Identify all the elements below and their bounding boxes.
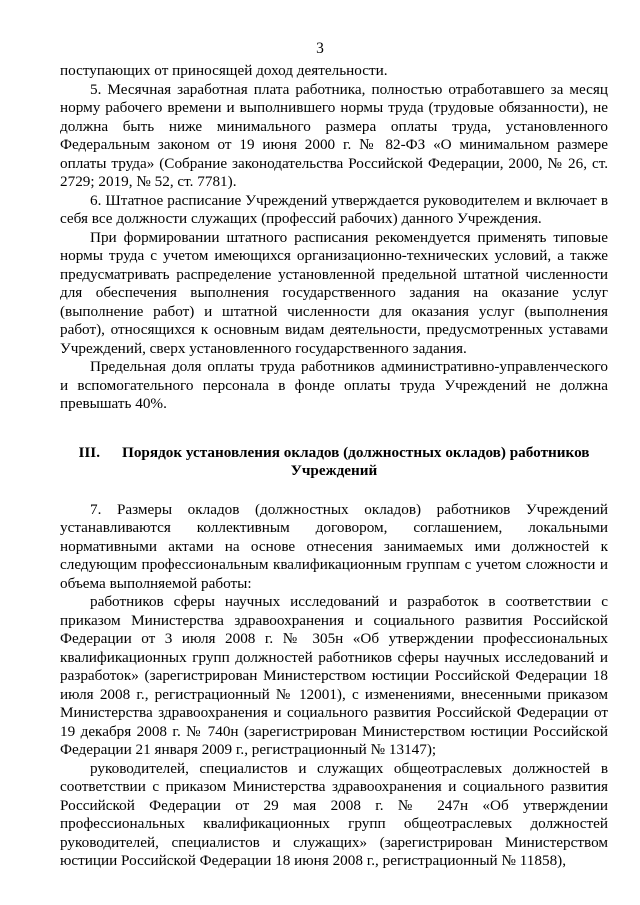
page-number: 3 (316, 40, 324, 57)
section-numeral: III. (78, 443, 101, 461)
document-body (60, 62, 608, 871)
paragraph-item-6: 6. Штатное расписание Учреждений утверждается руководителем и включает в себя все должности служащих (профессий рабочих) данного Учреждения. (60, 191, 608, 227)
section-heading (60, 444, 608, 481)
paragraph-item-7: 7. Размеры окладов (должностных окладов) работников Учреждений устанавливаются коллективным договором, соглашением, локальными нормативными актами на основе отнесения занимаемых ими должностей к следующим профессиональным квалификационным группам с учетом сложности и объема выполняемой работы: (60, 500, 608, 592)
section-title: Порядок установления окладов (должностных окладов) работников Учреждений (122, 443, 590, 479)
paragraph-general-positions: руководителей, специалистов и служащих общеотраслевых должностей в соответствии с приказом Министерства здравоохранения и социального развития Российской Федерации от 29 мая 2008 г. № 247н «Об утверждении профессиональных квалификационных групп общеотраслевых должностей руководителей, специалистов и служащих» (зарегистрирован Министерством юстиции Российской Федерации 18 июня 2008 г., регистрационный № 11858), (60, 759, 608, 869)
paragraph-continuation: поступающих от приносящей доход деятельности. (60, 62, 388, 79)
paragraph-research-workers: работников сферы научных исследований и разработок в соответствии с приказом Министерства здравоохранения и социального развития Российской Федерации от 3 июля 2008 г. № 305н «Об утверждении профессиональных квалификационных групп должностей работников сферы научных исследований и разработок» (зарегистрирован Министерством юстиции Российской Федерации 18 июля 2008 г., регистрационный № 12001), с изменениями, внесенными приказом Министерства здравоохранения и социального развития Российской Федерации от 19 декабря 2008 г. № 740н (зарегистрирован Министерством юстиции Российской Федерации 21 января 2009 г., регистрационный № 13147); (60, 593, 608, 758)
paragraph-payroll-share: Предельная доля оплаты труда работников административно-управленческого и вспомогательного персонала в фонде оплаты труда Учреждений не должна превышать 40%. (60, 358, 608, 412)
paragraph-item-5: 5. Месячная заработная плата работника, полностью отработавшего за месяц норму рабочего времени и выполнившего нормы труда (трудовые обязанности), не должна быть ниже минимального размера оплаты труда, установленного Федеральным законом от 19 июня 2000 г. № 82-ФЗ «О минимальном размере оплаты труда» (Собрание законодательства Российской Федерации, 2000, № 26, ст. 2729; 2019, № 52, ст. 7781). (60, 80, 608, 190)
paragraph-staffing: При формировании штатного расписания рекомендуется применять типовые нормы труда с учетом имеющихся организационно-технических условий, а также предусматривать распределение установленной предельной штатной численности для обеспечения выполнения государственного задания на оказание услуг (выполнение работ) и штатной численности для оказания услуг (выполнения работ), относящихся к основным видам деятельности, предусмотренных уставами Учреждений, сверх установленного государственного задания. (60, 228, 608, 357)
